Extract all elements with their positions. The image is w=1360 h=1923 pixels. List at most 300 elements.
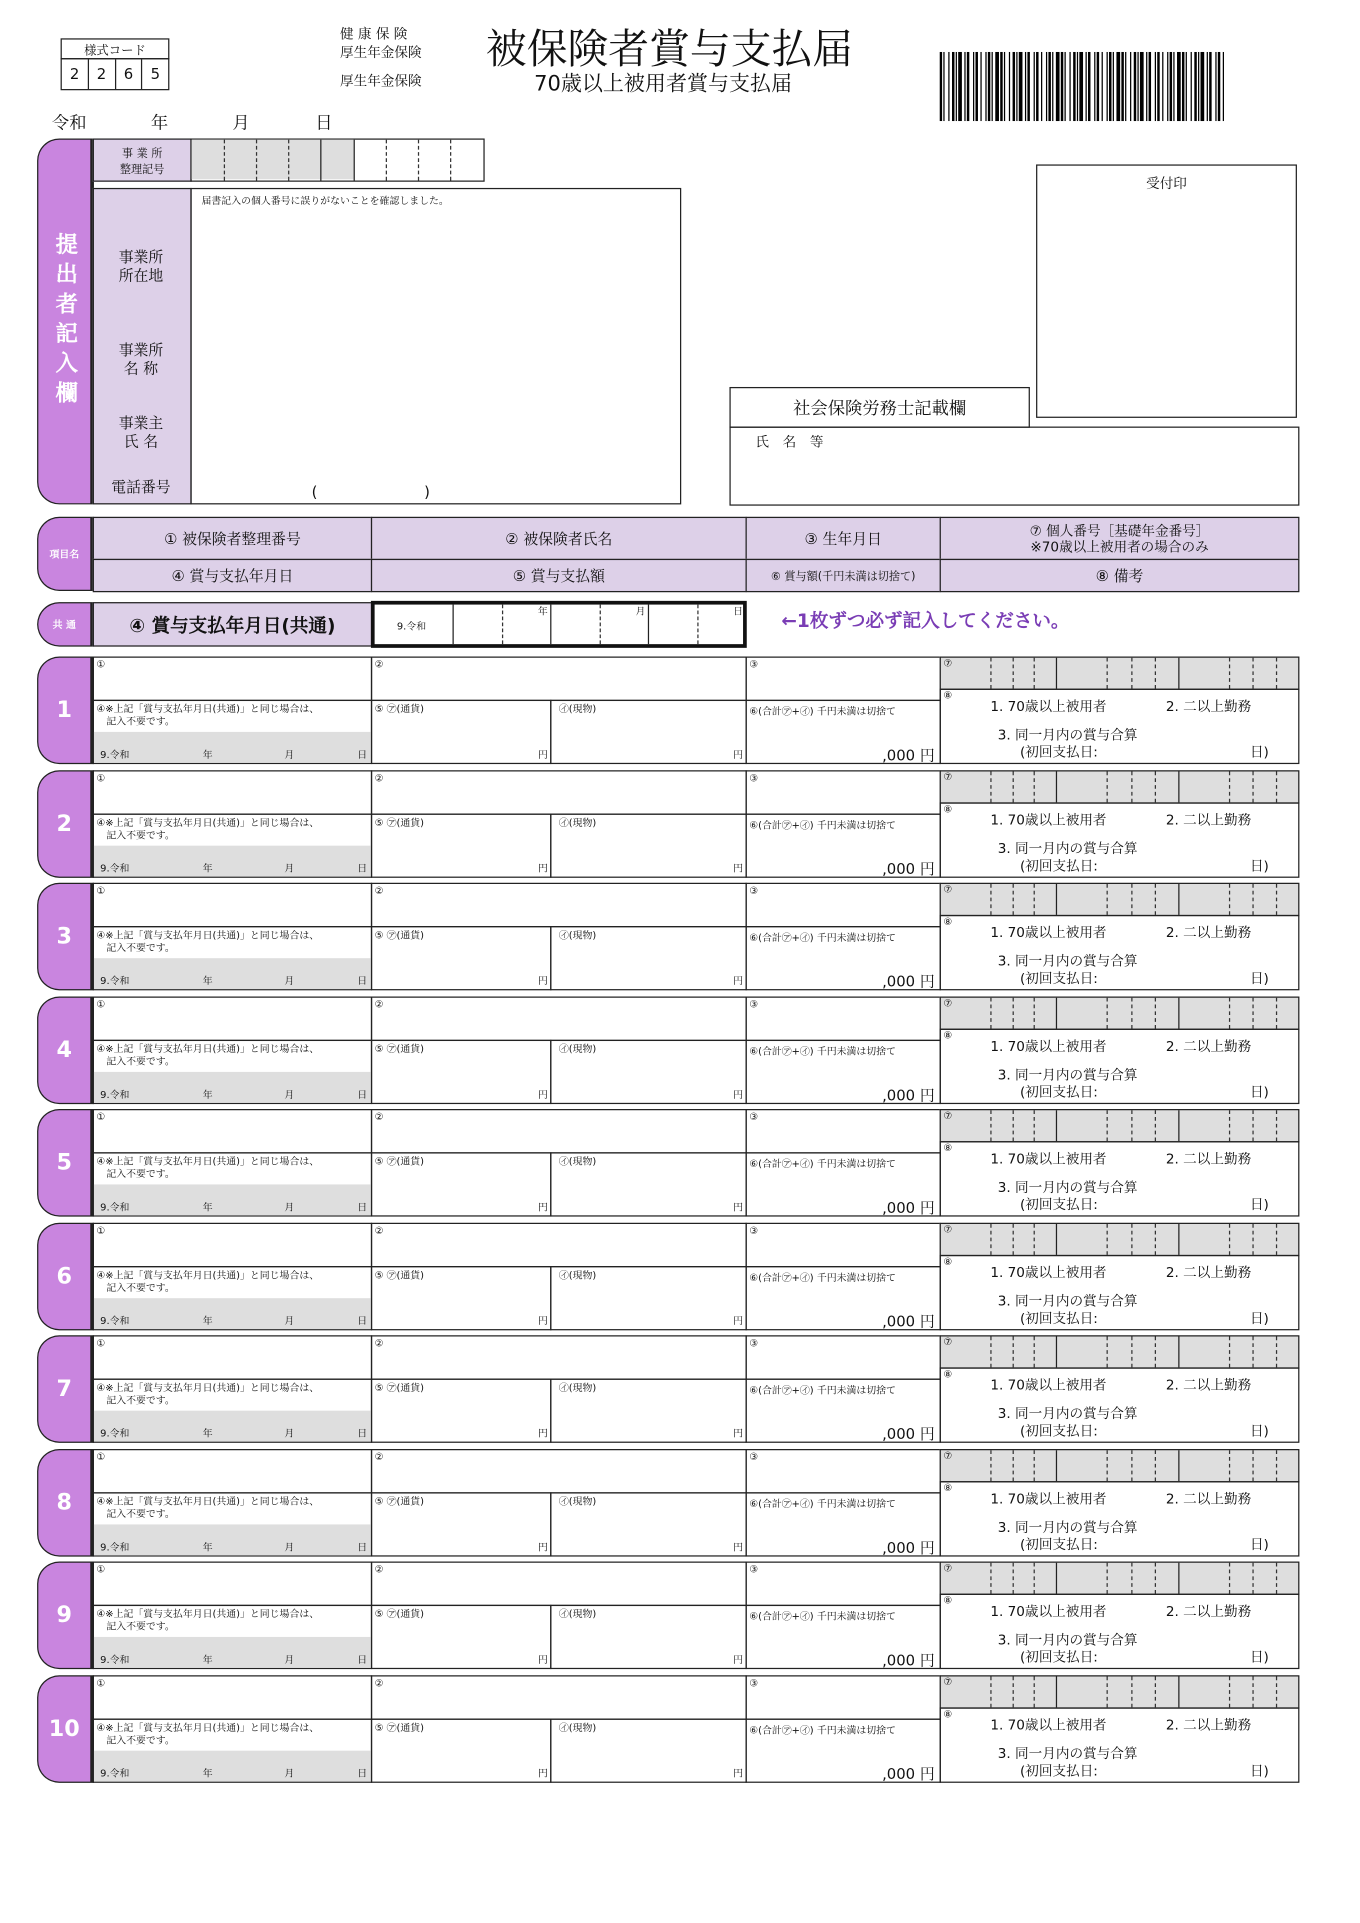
col-header-c7-line2: ※70歳以上被用者の場合のみ xyxy=(1030,538,1209,555)
remark-option-1[interactable]: 1. 70歳以上被用者 xyxy=(990,924,1107,941)
office-code-label xyxy=(93,138,192,181)
personal-number-field[interactable] xyxy=(940,1448,1300,1481)
confirm-note: 届書記入の個人番号に誤りがないことを確認しました。 xyxy=(201,195,449,207)
thousand-yen-unit: ,000 円 xyxy=(882,973,935,991)
remark-option-3[interactable]: 3. 同一月内の賞与合算 xyxy=(997,1631,1138,1649)
first-payment-label: (初回支払日: xyxy=(1019,1309,1098,1326)
sharoushi-name-label: 氏 名 等 xyxy=(755,433,824,451)
common-date-input[interactable] xyxy=(371,601,747,648)
insured-name-field[interactable] xyxy=(371,657,747,702)
cash-bonus-field[interactable] xyxy=(371,700,552,764)
bonus-total-field[interactable] xyxy=(746,1492,941,1556)
barcode-bar xyxy=(1086,52,1087,121)
field-label: ⑧ xyxy=(943,803,953,815)
cash-bonus-field[interactable] xyxy=(371,1492,552,1556)
insured-number-field[interactable] xyxy=(93,1448,372,1493)
in-kind-bonus-field[interactable] xyxy=(550,1492,747,1556)
remark-option-1[interactable]: 1. 70歳以上被用者 xyxy=(990,1037,1107,1054)
field-label: ② xyxy=(374,1111,384,1123)
barcode-bar xyxy=(1218,52,1220,121)
remark-option-2[interactable]: 2. 二以上勤務 xyxy=(1165,1716,1252,1733)
personal-number-field[interactable] xyxy=(940,1335,1300,1368)
month-label: 月 xyxy=(284,1427,295,1440)
remark-option-3[interactable]: 3. 同一月内の賞与合算 xyxy=(997,1745,1138,1762)
bonus-total-field[interactable] xyxy=(746,926,941,990)
common-tab: 共 通 xyxy=(37,602,94,647)
insured-number-field[interactable] xyxy=(93,1222,372,1267)
field-note: 記入不要です。 xyxy=(106,1733,175,1746)
barcode-bar xyxy=(1027,52,1029,121)
field-label: ⑧ xyxy=(943,1481,953,1493)
remark-option-1[interactable]: 1. 70歳以上被用者 xyxy=(990,1490,1107,1507)
bonus-total-field[interactable] xyxy=(746,1379,941,1443)
first-payment-day: 日) xyxy=(1249,1762,1269,1779)
day-label: 日 xyxy=(357,1767,368,1779)
remark-option-1[interactable]: 1. 70歳以上被用者 xyxy=(990,1603,1107,1620)
row-number-tab: 2 xyxy=(37,770,94,878)
month-label: 月 xyxy=(284,1314,295,1326)
field-label: ㋑(現物) xyxy=(558,1382,597,1394)
day-label: 日 xyxy=(357,1201,368,1213)
birth-date-field[interactable] xyxy=(746,1109,941,1154)
payment-date-field[interactable] xyxy=(93,926,372,990)
remarks-field[interactable] xyxy=(940,1141,1300,1216)
form-code xyxy=(61,58,170,90)
insured-name-field[interactable] xyxy=(371,1562,747,1607)
yen-unit: 円 xyxy=(733,1088,744,1100)
field-label: ⑧ xyxy=(943,689,953,702)
barcode-bar xyxy=(1016,52,1017,121)
field-label: ⑤ ㋐(通貨) xyxy=(374,1042,425,1054)
field-note: ④※上記「賞与支払年月日(共通)」と同じ場合は、 xyxy=(96,1155,320,1168)
field-label: ⑤ ㋐(通貨) xyxy=(374,1269,425,1281)
payment-date-field[interactable] xyxy=(93,1605,372,1669)
remark-option-1[interactable]: 1. 70歳以上被用者 xyxy=(990,1377,1107,1394)
field-label: ③ xyxy=(749,1224,759,1236)
remark-option-3[interactable]: 3. 同一月内の賞与合算 xyxy=(997,840,1138,857)
field-label: ⑤ ㋐(通貨) xyxy=(374,1608,425,1620)
month-label: 月 xyxy=(284,749,295,761)
insured-number-field[interactable] xyxy=(93,1335,372,1380)
barcode-bar xyxy=(1025,52,1026,121)
month-label: 月 xyxy=(284,1767,295,1779)
cash-bonus-field[interactable] xyxy=(371,1379,552,1443)
personal-number-field[interactable] xyxy=(940,883,1300,916)
birth-date-field[interactable] xyxy=(746,1448,941,1493)
office-name-label: 名 称 xyxy=(123,359,159,378)
barcode-bar xyxy=(1088,52,1090,121)
payment-date-field[interactable] xyxy=(93,1379,372,1443)
insured-number-field[interactable] xyxy=(93,1562,372,1607)
month-label: 月 xyxy=(284,1201,295,1213)
yen-unit: 円 xyxy=(733,749,744,761)
date-year: 年 xyxy=(150,113,169,134)
field-note: ④※上記「賞与支払年月日(共通)」と同じ場合は、 xyxy=(96,1269,320,1281)
field-label: ⑥(合計㋐+㋑) 千円未満は切捨て xyxy=(749,1045,896,1057)
day-label: 日 xyxy=(357,1541,368,1553)
barcode-bar xyxy=(1157,52,1159,121)
row-number-tab: 10 xyxy=(37,1675,94,1783)
bonus-total-field[interactable] xyxy=(746,1265,941,1329)
insured-number-field[interactable] xyxy=(93,1109,372,1154)
remark-option-2[interactable]: 2. 二以上勤務 xyxy=(1165,1037,1252,1054)
insured-name-field[interactable] xyxy=(371,1675,747,1720)
bonus-total-field[interactable] xyxy=(746,813,941,877)
cash-bonus-field[interactable] xyxy=(371,1718,552,1782)
barcode-bar xyxy=(1186,52,1187,121)
phone-paren: ( xyxy=(311,483,318,501)
row-number-tab: 7 xyxy=(37,1335,94,1443)
field-label: ⑦ xyxy=(943,1449,953,1461)
yen-unit: 円 xyxy=(537,1654,548,1666)
remarks-field[interactable] xyxy=(940,802,1300,877)
field-note: 記入不要です。 xyxy=(106,1168,175,1180)
barcode-bar xyxy=(1146,52,1147,121)
barcode-bar xyxy=(1125,52,1126,121)
first-payment-day: 日) xyxy=(1249,1196,1269,1213)
remark-option-1[interactable]: 1. 70歳以上被用者 xyxy=(990,811,1107,828)
personal-number-field[interactable] xyxy=(940,1675,1300,1708)
birth-date-field[interactable] xyxy=(746,1335,941,1380)
barcode-bar xyxy=(1201,52,1205,121)
row-number-tab: 9 xyxy=(37,1562,94,1670)
payment-date-field[interactable] xyxy=(93,1492,372,1556)
address-label: 事業所 xyxy=(118,248,164,266)
remark-option-2[interactable]: 2. 二以上勤務 xyxy=(1165,1264,1252,1281)
office-code-input[interactable] xyxy=(190,138,484,181)
owner-label: 氏 名 xyxy=(123,432,159,451)
remark-option-2[interactable]: 2. 二以上勤務 xyxy=(1165,811,1252,828)
col-header-c7 xyxy=(940,517,1300,560)
personal-number-field[interactable] xyxy=(940,1562,1300,1595)
field-note: ④※上記「賞与支払年月日(共通)」と同じ場合は、 xyxy=(96,1608,320,1620)
remark-option-3[interactable]: 3. 同一月内の賞与合算 xyxy=(997,726,1138,744)
insured-number-field[interactable] xyxy=(93,770,372,815)
in-kind-bonus-field[interactable] xyxy=(550,1379,747,1443)
remark-option-2[interactable]: 2. 二以上勤務 xyxy=(1165,698,1252,715)
cash-bonus-field[interactable] xyxy=(371,1605,552,1669)
personal-number-field[interactable] xyxy=(940,996,1300,1029)
field-label: ⑦ xyxy=(943,657,953,669)
personal-number-field[interactable] xyxy=(940,1222,1300,1255)
barcode-bar xyxy=(1046,52,1047,121)
remark-option-1[interactable]: 1. 70歳以上被用者 xyxy=(990,1264,1107,1281)
yen-unit: 円 xyxy=(733,1314,744,1326)
field-label: ㋑(現物) xyxy=(558,1042,597,1054)
form-code-digit: 5 xyxy=(150,65,161,83)
barcode-bar xyxy=(1034,52,1035,121)
field-label: ① xyxy=(96,1337,106,1349)
field-label: ㋑(現物) xyxy=(558,1721,597,1733)
remark-option-2[interactable]: 2. 二以上勤務 xyxy=(1165,1377,1252,1394)
field-label: ③ xyxy=(749,1337,759,1349)
field-note: ④※上記「賞与支払年月日(共通)」と同じ場合は、 xyxy=(96,703,320,715)
barcode-bar xyxy=(1036,52,1038,121)
row-number-tab: 6 xyxy=(37,1222,94,1330)
remarks-field[interactable] xyxy=(940,689,1300,764)
field-label: ㋑(現物) xyxy=(558,703,597,715)
cash-bonus-field[interactable] xyxy=(371,1152,552,1216)
first-payment-label: (初回支払日: xyxy=(1019,1536,1098,1553)
field-label: ⑤ ㋐(通貨) xyxy=(374,1495,425,1507)
field-label: ⑧ xyxy=(943,1142,953,1154)
barcode-bar xyxy=(1121,52,1123,121)
remarks-field[interactable] xyxy=(940,1254,1300,1329)
yen-unit: 円 xyxy=(733,1201,744,1213)
insured-number-field[interactable] xyxy=(93,1675,372,1720)
insured-name-field[interactable] xyxy=(371,1335,747,1380)
birth-date-field[interactable] xyxy=(746,770,941,815)
date-era: 令和 xyxy=(51,113,87,134)
barcode-bar xyxy=(1109,52,1111,121)
era-label: 9.令和 xyxy=(100,1088,130,1100)
insured-name-field[interactable] xyxy=(371,770,747,815)
barcode-bar xyxy=(1194,52,1196,121)
remark-option-3[interactable]: 3. 同一月内の賞与合算 xyxy=(997,1179,1138,1196)
first-payment-label: (初回支払日: xyxy=(1019,1083,1098,1100)
field-label: ⑧ xyxy=(943,1594,953,1607)
in-kind-bonus-field[interactable] xyxy=(550,1039,747,1103)
remark-option-2[interactable]: 2. 二以上勤務 xyxy=(1165,1490,1252,1507)
office-code-label-1: 事 業 所 xyxy=(121,147,163,161)
field-label: ② xyxy=(374,1450,384,1462)
in-kind-bonus-field[interactable] xyxy=(550,1718,747,1782)
barcode-bar xyxy=(964,52,965,121)
remark-option-3[interactable]: 3. 同一月内の賞与合算 xyxy=(997,953,1138,970)
bonus-total-field[interactable] xyxy=(746,1718,941,1782)
field-label: ㋑(現物) xyxy=(558,1608,597,1620)
bonus-total-field[interactable] xyxy=(746,1605,941,1669)
personal-number-field[interactable] xyxy=(940,1109,1300,1142)
field-label: ③ xyxy=(749,885,759,897)
field-label: ⑥(合計㋐+㋑) 千円未満は切捨て xyxy=(749,705,896,718)
field-label: ⑦ xyxy=(943,770,953,782)
remarks-field[interactable] xyxy=(940,915,1300,990)
field-label: ③ xyxy=(749,1450,759,1462)
birth-date-field[interactable] xyxy=(746,1562,941,1607)
in-kind-bonus-field[interactable] xyxy=(550,813,747,877)
insured-number-field[interactable] xyxy=(93,996,372,1041)
field-note: ④※上記「賞与支払年月日(共通)」と同じ場合は、 xyxy=(96,1042,320,1054)
remark-option-2[interactable]: 2. 二以上勤務 xyxy=(1165,1151,1252,1168)
yen-unit: 円 xyxy=(537,862,548,874)
yen-unit: 円 xyxy=(537,1427,548,1440)
insured-name-field[interactable] xyxy=(371,1448,747,1493)
era-label: 9.令和 xyxy=(100,975,130,987)
remark-option-3[interactable]: 3. 同一月内の賞与合算 xyxy=(997,1066,1138,1083)
barcode-bar xyxy=(1130,52,1131,121)
remarks-field[interactable] xyxy=(940,1594,1300,1669)
common-note: ←1枚ずつ必ず記入してください。 xyxy=(781,609,1070,632)
month-label: 月 xyxy=(284,1088,295,1100)
insured-name-field[interactable] xyxy=(371,1109,747,1154)
common-era: 9.令和 xyxy=(396,620,427,632)
first-payment-day: 日) xyxy=(1249,857,1269,874)
field-label: ③ xyxy=(749,998,759,1010)
remark-option-1[interactable]: 1. 70歳以上被用者 xyxy=(990,1151,1107,1168)
bonus-total-field[interactable] xyxy=(746,700,941,764)
cash-bonus-field[interactable] xyxy=(371,926,552,990)
barcode-bar xyxy=(1077,52,1078,121)
era-label: 9.令和 xyxy=(100,749,130,761)
year-label: 年 xyxy=(202,1314,213,1326)
reception-label: 受付印 xyxy=(1146,175,1187,192)
remark-option-3[interactable]: 3. 同一月内の賞与合算 xyxy=(997,1405,1138,1422)
field-label: ⑦ xyxy=(943,1336,953,1348)
cash-bonus-field[interactable] xyxy=(371,1265,552,1329)
barcode-bar xyxy=(1009,52,1010,121)
barcode-bar xyxy=(1097,52,1099,121)
field-note: 記入不要です。 xyxy=(106,1620,175,1632)
sharoushi-name-box[interactable] xyxy=(729,427,1299,506)
barcode-bar xyxy=(958,52,962,121)
common-year: 年 xyxy=(537,605,548,617)
field-note: ④※上記「賞与支払年月日(共通)」と同じ場合は、 xyxy=(96,1721,320,1733)
yen-unit: 円 xyxy=(733,1541,744,1553)
year-label: 年 xyxy=(202,1767,213,1779)
field-label: ① xyxy=(96,772,106,784)
birth-date-field[interactable] xyxy=(746,1222,941,1267)
row-number-tab: 5 xyxy=(37,1109,94,1217)
form-subtitle: 70歳以上被用者賞与支払届 xyxy=(534,71,793,97)
first-payment-label: (初回支払日: xyxy=(1019,1196,1098,1213)
field-note: 記入不要です。 xyxy=(106,942,175,954)
field-label: ㋑(現物) xyxy=(558,1155,597,1168)
remarks-field[interactable] xyxy=(940,1481,1300,1556)
col-header-c8: ⑧ 備考 xyxy=(940,559,1300,592)
day-label: 日 xyxy=(357,1088,368,1100)
field-label: ⑥(合計㋐+㋑) 千円未満は切捨て xyxy=(749,1724,896,1736)
field-label: ③ xyxy=(749,1563,759,1576)
payment-date-field[interactable] xyxy=(93,1039,372,1103)
month-label: 月 xyxy=(284,862,295,874)
first-payment-label: (初回支払日: xyxy=(1019,1762,1098,1779)
thousand-yen-unit: ,000 円 xyxy=(882,1312,935,1330)
field-label: ⑧ xyxy=(943,1029,953,1041)
field-label: ⑧ xyxy=(943,1255,953,1267)
payment-date-field[interactable] xyxy=(93,1718,372,1782)
insured-name-field[interactable] xyxy=(371,1222,747,1267)
remark-option-3[interactable]: 3. 同一月内の賞与合算 xyxy=(997,1292,1138,1309)
remark-option-2[interactable]: 2. 二以上勤務 xyxy=(1165,924,1252,941)
year-label: 年 xyxy=(202,1427,213,1440)
field-label: ⑧ xyxy=(943,1368,953,1380)
barcode-bar xyxy=(1149,52,1151,121)
month-label: 月 xyxy=(284,975,295,987)
bonus-total-field[interactable] xyxy=(746,1152,941,1216)
remark-option-1[interactable]: 1. 70歳以上被用者 xyxy=(990,698,1107,715)
in-kind-bonus-field[interactable] xyxy=(550,1265,747,1329)
field-label: ③ xyxy=(749,1111,759,1123)
remarks-field[interactable] xyxy=(940,1707,1300,1782)
submitter-tab: 提出者記入欄 xyxy=(37,138,94,504)
row-number-tab: 1 xyxy=(37,657,94,765)
in-kind-bonus-field[interactable] xyxy=(550,1152,747,1216)
payment-date-field[interactable] xyxy=(93,1265,372,1329)
field-note: 記入不要です。 xyxy=(106,1281,175,1293)
thousand-yen-unit: ,000 円 xyxy=(882,1651,935,1670)
barcode-bar xyxy=(952,52,954,121)
insured-name-field[interactable] xyxy=(371,883,747,928)
field-note: ④※上記「賞与支払年月日(共通)」と同じ場合は、 xyxy=(96,1382,320,1394)
barcode-bar xyxy=(1134,52,1136,121)
barcode-bar xyxy=(1013,52,1015,121)
field-note: ④※上記「賞与支払年月日(共通)」と同じ場合は、 xyxy=(96,816,320,828)
field-label: ⑦ xyxy=(943,997,953,1009)
birth-date-field[interactable] xyxy=(746,1675,941,1720)
field-label: ⑥(合計㋐+㋑) 千円未満は切捨て xyxy=(749,1497,896,1509)
form-code-digit: 2 xyxy=(62,59,89,89)
phone-label: 電話番号 xyxy=(111,478,171,496)
insured-number-field[interactable] xyxy=(93,657,372,702)
common-day: 日 xyxy=(733,605,744,617)
barcode-bar xyxy=(1155,52,1156,121)
barcode-bar xyxy=(1107,52,1108,121)
col-header-c1: ① 被保険者整理番号 xyxy=(93,517,372,560)
form-code-digit: 6 xyxy=(116,59,143,89)
payment-date-field[interactable] xyxy=(93,700,372,764)
birth-date-field[interactable] xyxy=(746,996,941,1041)
insured-name-field[interactable] xyxy=(371,996,747,1041)
barcode-bar xyxy=(943,52,944,121)
field-label: ③ xyxy=(749,1677,759,1689)
yen-unit: 円 xyxy=(733,975,744,987)
field-label: ⑤ ㋐(通貨) xyxy=(374,1155,425,1168)
first-payment-label: (初回支払日: xyxy=(1019,970,1098,987)
in-kind-bonus-field[interactable] xyxy=(550,700,747,764)
remarks-field[interactable] xyxy=(940,1028,1300,1103)
barcode-bar xyxy=(1061,52,1063,121)
cash-bonus-field[interactable] xyxy=(371,813,552,877)
first-payment-label: (初回支払日: xyxy=(1019,857,1098,874)
field-note: 記入不要です。 xyxy=(106,715,175,727)
office-name-label: 事業所 xyxy=(118,341,164,359)
insured-number-field[interactable] xyxy=(93,883,372,928)
in-kind-bonus-field[interactable] xyxy=(550,1605,747,1669)
remark-option-1[interactable]: 1. 70歳以上被用者 xyxy=(990,1716,1107,1733)
barcode-bar xyxy=(1069,52,1070,121)
in-kind-bonus-field[interactable] xyxy=(550,926,747,990)
birth-date-field[interactable] xyxy=(746,883,941,928)
insurance-type: 厚生年金保険 xyxy=(339,44,422,61)
remarks-field[interactable] xyxy=(940,1367,1300,1442)
remark-option-2[interactable]: 2. 二以上勤務 xyxy=(1165,1603,1252,1620)
col-header-c7-line1: ⑦ 個人番号［基礎年金番号］ xyxy=(1029,522,1210,539)
office-info-input[interactable] xyxy=(190,188,681,505)
field-label: ② xyxy=(374,1337,384,1349)
barcode-bar xyxy=(985,52,986,121)
cash-bonus-field[interactable] xyxy=(371,1039,552,1103)
barcode-bar xyxy=(975,52,977,121)
field-label: ⑥(合計㋐+㋑) 千円未満は切捨て xyxy=(749,1384,896,1396)
payment-date-field[interactable] xyxy=(93,813,372,877)
field-label: ① xyxy=(96,998,106,1010)
first-payment-label: (初回支払日: xyxy=(1019,1423,1098,1440)
remark-option-3[interactable]: 3. 同一月内の賞与合算 xyxy=(997,1518,1138,1535)
personal-number-field[interactable] xyxy=(940,657,1300,690)
date-day: 日 xyxy=(315,113,333,134)
birth-date-field[interactable] xyxy=(746,657,941,702)
payment-date-field[interactable] xyxy=(93,1152,372,1216)
barcode-bar xyxy=(1182,52,1184,121)
bonus-total-field[interactable] xyxy=(746,1039,941,1103)
personal-number-field[interactable] xyxy=(940,770,1300,803)
barcode-bar xyxy=(1209,52,1211,121)
phone-paren: ) xyxy=(424,483,430,501)
barcode-bar xyxy=(1173,52,1174,121)
field-note: 記入不要です。 xyxy=(106,828,175,841)
field-label: ⑦ xyxy=(943,1223,953,1235)
